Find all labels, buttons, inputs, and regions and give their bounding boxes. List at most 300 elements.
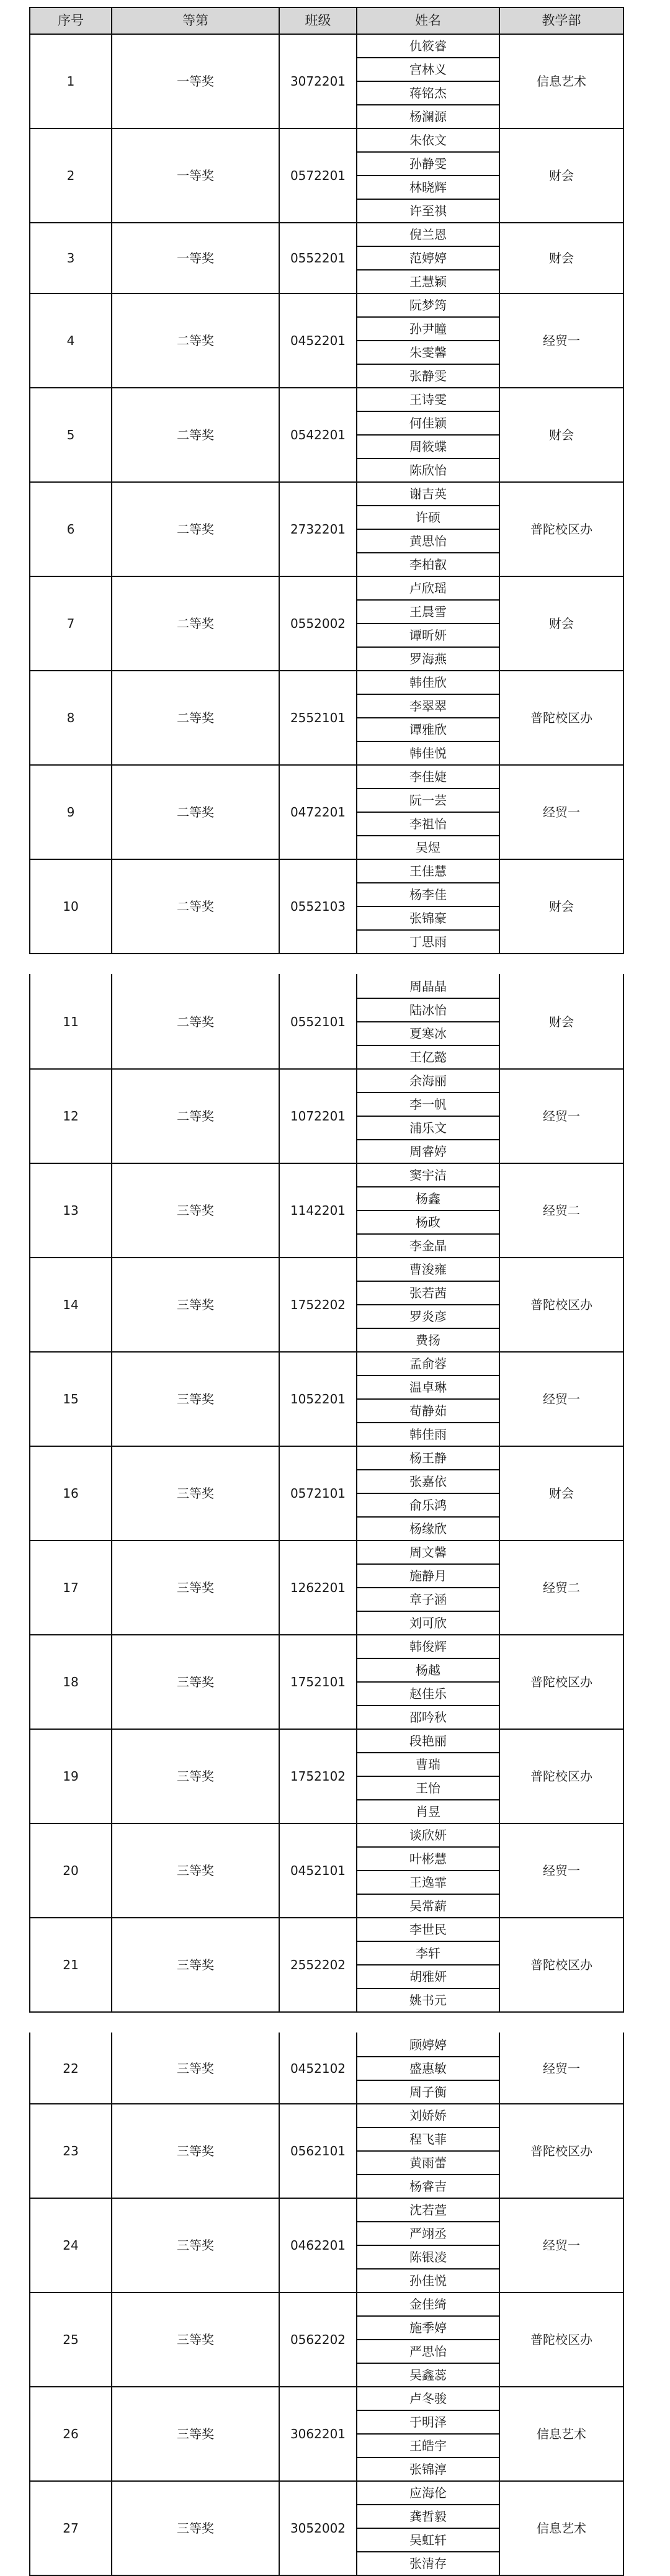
- column-divider: [111, 2103, 112, 2199]
- column-divider: [111, 1351, 112, 1447]
- award-class: 0452101: [290, 1863, 346, 1878]
- award-grade: 三等奖: [177, 2144, 214, 2158]
- name-divider: [357, 81, 499, 82]
- name-divider: [357, 1752, 499, 1753]
- column-divider: [29, 1823, 30, 1918]
- award-class: 0552103: [290, 899, 346, 914]
- column-divider: [623, 481, 624, 577]
- award-serial-number: 16: [63, 1486, 79, 1501]
- column-divider: [279, 1634, 280, 1730]
- name-divider: [357, 694, 499, 695]
- award-department: 经贸一: [543, 805, 580, 820]
- name-divider: [357, 741, 499, 742]
- name-divider: [357, 1139, 499, 1140]
- column-divider: [111, 1540, 112, 1635]
- column-divider: [111, 1068, 112, 1164]
- student-name: 张锦淳: [409, 2462, 447, 2477]
- name-divider: [357, 1281, 499, 1282]
- award-class: 0572101: [290, 1486, 346, 1501]
- name-divider: [357, 1681, 499, 1683]
- student-name: 吴煜: [416, 840, 440, 855]
- student-name: 阮梦筠: [409, 298, 447, 313]
- name-divider: [357, 906, 499, 907]
- award-grade: 二等奖: [177, 899, 214, 914]
- name-divider: [357, 1186, 499, 1187]
- name-divider: [357, 2080, 499, 2081]
- name-divider: [357, 316, 499, 318]
- column-divider: [29, 1257, 30, 1353]
- column-divider: [499, 2033, 500, 2104]
- student-name: 周子衡: [409, 2085, 447, 2100]
- student-name: 许硕: [416, 510, 440, 525]
- name-divider: [357, 1988, 499, 1989]
- student-name: 张嘉依: [409, 1474, 447, 1489]
- column-divider: [111, 1729, 112, 1824]
- award-grade: 一等奖: [177, 251, 214, 266]
- student-name: 金佳绮: [409, 2297, 447, 2312]
- award-grade: 三等奖: [177, 1297, 214, 1312]
- award-department: 财会: [549, 427, 574, 442]
- award-class: 1752202: [290, 1297, 346, 1312]
- column-divider: [623, 1163, 624, 1258]
- award-department: 普陀校区办: [530, 522, 592, 537]
- award-serial-number: 18: [63, 1675, 79, 1689]
- award-department: 经贸二: [543, 1580, 580, 1595]
- name-divider: [357, 175, 499, 176]
- award-department: 财会: [549, 168, 574, 183]
- student-name: 卢冬骏: [409, 2391, 447, 2406]
- column-divider: [623, 34, 624, 129]
- column-divider: [29, 128, 30, 223]
- column-divider: [279, 2480, 280, 2576]
- column-divider: [29, 1068, 30, 1164]
- name-divider: [357, 1493, 499, 1494]
- award-serial-number: 17: [63, 1580, 79, 1595]
- student-name: 陈银凌: [409, 2250, 447, 2265]
- award-department: 财会: [549, 616, 574, 631]
- student-name: 杨王静: [409, 1451, 447, 1465]
- column-divider: [111, 222, 112, 294]
- student-name: 王诗雯: [409, 392, 447, 407]
- column-divider: [356, 1540, 357, 1635]
- column-divider: [279, 2292, 280, 2387]
- column-divider: [499, 481, 500, 577]
- column-divider: [279, 1540, 280, 1635]
- column-divider: [623, 1257, 624, 1353]
- student-name: 王佳慧: [409, 864, 447, 879]
- award-grade: 二等奖: [177, 427, 214, 442]
- award-serial-number: 8: [66, 710, 75, 725]
- column-divider: [279, 1446, 280, 1541]
- header-names: 姓名: [357, 7, 499, 34]
- student-name: 何佳颖: [409, 416, 447, 431]
- column-divider: [111, 2198, 112, 2293]
- column-divider: [279, 670, 280, 766]
- student-name: 刘娇娇: [409, 2108, 447, 2123]
- column-divider: [623, 128, 624, 223]
- column-divider: [111, 1446, 112, 1541]
- award-class: 1752101: [290, 1675, 346, 1689]
- column-divider: [279, 1163, 280, 1258]
- name-divider: [357, 2551, 499, 2552]
- student-name: 李翠翠: [409, 699, 447, 713]
- column-divider: [279, 1351, 280, 1447]
- column-divider: [499, 293, 500, 388]
- column-divider: [356, 1917, 357, 2013]
- student-name: 谭雅欣: [409, 722, 447, 737]
- award-serial-number: 26: [63, 2426, 79, 2441]
- column-divider: [356, 1823, 357, 1918]
- student-name: 阮一芸: [409, 793, 447, 808]
- student-name: 姚书元: [409, 1993, 447, 2008]
- award-serial-number: 2: [66, 168, 75, 183]
- column-divider: [29, 2292, 30, 2387]
- award-grade: 三等奖: [177, 1863, 214, 1878]
- student-name: 杨李佳: [409, 887, 447, 902]
- column-divider: [279, 1917, 280, 2013]
- award-serial-number: 20: [63, 1863, 79, 1878]
- column-divider: [279, 764, 280, 860]
- column-divider: [29, 1446, 30, 1541]
- award-grade: 二等奖: [177, 333, 214, 348]
- name-divider: [357, 1587, 499, 1588]
- student-name: 王皓宇: [409, 2438, 447, 2453]
- column-divider: [499, 128, 500, 223]
- column-divider: [29, 2386, 30, 2482]
- column-divider: [623, 222, 624, 294]
- name-divider: [357, 57, 499, 58]
- column-divider: [111, 1163, 112, 1258]
- header-column-divider: [499, 7, 500, 35]
- student-name: 费扬: [416, 1333, 440, 1348]
- column-divider: [279, 2103, 280, 2199]
- student-name: 杨澜源: [409, 109, 447, 124]
- header-department: 教学部: [499, 7, 623, 34]
- award-class: 0572201: [290, 168, 346, 183]
- name-divider: [357, 104, 499, 105]
- award-department: 经贸一: [543, 1863, 580, 1878]
- column-divider: [623, 1634, 624, 1730]
- column-divider: [356, 1163, 357, 1258]
- column-divider: [623, 1068, 624, 1164]
- award-serial-number: 5: [66, 427, 75, 442]
- name-divider: [357, 2433, 499, 2435]
- header-column-divider: [279, 7, 280, 35]
- award-class: 2732201: [290, 522, 346, 537]
- award-class: 3062201: [290, 2426, 346, 2441]
- name-divider: [357, 1304, 499, 1305]
- award-serial-number: 7: [66, 616, 75, 631]
- column-divider: [29, 1540, 30, 1635]
- student-name: 吴虹轩: [409, 2533, 447, 2547]
- student-name: 俞乐鸿: [409, 1498, 447, 1513]
- student-name: 荀静茹: [409, 1403, 447, 1418]
- award-grade: 三等奖: [177, 1203, 214, 1218]
- award-grade: 三等奖: [177, 1392, 214, 1407]
- column-divider: [29, 387, 30, 483]
- student-name: 韩佳欣: [409, 675, 447, 690]
- award-grade: 三等奖: [177, 1580, 214, 1595]
- name-divider: [357, 2528, 499, 2529]
- column-divider: [356, 1257, 357, 1353]
- award-department: 普陀校区办: [530, 710, 592, 725]
- name-divider: [357, 1846, 499, 1848]
- award-class: 3072201: [290, 74, 346, 89]
- column-divider: [111, 859, 112, 954]
- name-divider: [357, 340, 499, 341]
- award-class: 0562101: [290, 2144, 346, 2158]
- column-divider: [279, 1257, 280, 1353]
- column-divider: [29, 764, 30, 860]
- student-name: 吴鑫蕊: [409, 2368, 447, 2382]
- student-name: 李世民: [409, 1922, 447, 1937]
- name-divider: [357, 2363, 499, 2364]
- column-divider: [279, 481, 280, 577]
- column-divider: [356, 1351, 357, 1447]
- column-divider: [623, 974, 624, 1070]
- name-divider: [357, 812, 499, 813]
- column-divider: [623, 1917, 624, 2013]
- award-department: 普陀校区办: [530, 2332, 592, 2347]
- award-serial-number: 12: [63, 1109, 79, 1124]
- award-grade: 二等奖: [177, 805, 214, 820]
- student-name: 周文馨: [409, 1545, 447, 1560]
- name-divider: [357, 1563, 499, 1565]
- column-divider: [356, 764, 357, 860]
- column-divider: [623, 1351, 624, 1447]
- award-class: 0542201: [290, 427, 346, 442]
- student-name: 杨睿吉: [409, 2179, 447, 2194]
- student-name: 盛惠敏: [409, 2061, 447, 2076]
- name-divider: [357, 1233, 499, 1235]
- column-divider: [111, 764, 112, 860]
- column-divider: [279, 859, 280, 954]
- name-divider: [357, 2410, 499, 2411]
- column-divider: [356, 2103, 357, 2199]
- column-divider: [29, 974, 30, 1070]
- award-department: 财会: [549, 1486, 574, 1501]
- student-name: 温卓琳: [409, 1380, 447, 1395]
- student-name: 周睿婷: [409, 1144, 447, 1159]
- column-divider: [29, 1729, 30, 1824]
- column-divider: [111, 576, 112, 671]
- student-name: 陈欣怡: [409, 463, 447, 478]
- award-class: 1142201: [290, 1203, 346, 1218]
- name-divider: [357, 2457, 499, 2458]
- header-column-divider: [623, 7, 624, 35]
- column-divider: [279, 1823, 280, 1918]
- student-name: 李金晶: [409, 1238, 447, 1253]
- column-divider: [356, 222, 357, 294]
- award-serial-number: 14: [63, 1297, 79, 1312]
- name-divider: [357, 434, 499, 436]
- column-divider: [356, 387, 357, 483]
- award-serial-number: 9: [66, 805, 75, 820]
- name-divider: [357, 998, 499, 999]
- column-divider: [111, 2033, 112, 2104]
- column-divider: [356, 34, 357, 129]
- student-name: 孙静雯: [409, 156, 447, 171]
- header-award-grade: 等第: [112, 7, 279, 34]
- award-class: 2552202: [290, 1957, 346, 1972]
- name-divider: [357, 2056, 499, 2057]
- column-divider: [623, 2292, 624, 2387]
- name-divider: [357, 2221, 499, 2222]
- column-divider: [111, 34, 112, 129]
- column-divider: [499, 2198, 500, 2293]
- column-divider: [499, 1351, 500, 1447]
- name-divider: [357, 151, 499, 153]
- column-divider: [623, 576, 624, 671]
- student-name: 韩俊辉: [409, 1639, 447, 1654]
- award-grade: 三等奖: [177, 2332, 214, 2347]
- header-column-divider: [356, 7, 357, 35]
- column-divider: [279, 1729, 280, 1824]
- award-department: 经贸一: [543, 2238, 580, 2253]
- award-serial-number: 10: [63, 899, 79, 914]
- column-divider: [623, 1729, 624, 1824]
- student-name: 范婷婷: [409, 251, 447, 266]
- award-serial-number: 19: [63, 1769, 79, 1784]
- column-divider: [29, 670, 30, 766]
- column-divider: [279, 222, 280, 294]
- table-row-divider: [30, 953, 623, 954]
- column-divider: [623, 1823, 624, 1918]
- student-name: 王怡: [416, 1781, 440, 1796]
- name-divider: [357, 2245, 499, 2246]
- student-name: 施静月: [409, 1568, 447, 1583]
- name-divider: [357, 2504, 499, 2505]
- column-divider: [29, 576, 30, 671]
- name-divider: [357, 1705, 499, 1706]
- student-name: 沈若萱: [409, 2203, 447, 2217]
- name-divider: [357, 2174, 499, 2175]
- name-divider: [357, 646, 499, 648]
- name-divider: [357, 2127, 499, 2128]
- column-divider: [499, 34, 500, 129]
- column-divider: [111, 387, 112, 483]
- award-class: 0452201: [290, 333, 346, 348]
- table-row-divider: [30, 2011, 623, 2013]
- column-divider: [499, 1917, 500, 2013]
- column-divider: [499, 1729, 500, 1824]
- student-name: 张锦豪: [409, 911, 447, 926]
- student-name: 张若茜: [409, 1286, 447, 1300]
- column-divider: [499, 764, 500, 860]
- award-class: 3052002: [290, 2521, 346, 2536]
- column-divider: [623, 859, 624, 954]
- award-department: 普陀校区办: [530, 1957, 592, 1972]
- column-divider: [499, 974, 500, 1070]
- student-name: 蒋铭杰: [409, 86, 447, 101]
- award-department: 财会: [549, 899, 574, 914]
- award-serial-number: 23: [63, 2144, 79, 2158]
- award-department: 财会: [549, 1014, 574, 1029]
- student-name: 邵吟秋: [409, 1710, 447, 1725]
- award-serial-number: 24: [63, 2238, 79, 2253]
- column-divider: [279, 576, 280, 671]
- award-grade: 二等奖: [177, 616, 214, 631]
- name-divider: [357, 835, 499, 836]
- name-divider: [357, 929, 499, 931]
- student-name: 韩佳雨: [409, 1427, 447, 1442]
- award-class: 0552201: [290, 251, 346, 266]
- column-divider: [29, 859, 30, 954]
- column-divider: [499, 576, 500, 671]
- award-grade: 二等奖: [177, 522, 214, 537]
- award-class: 0472201: [290, 805, 346, 820]
- name-divider: [357, 505, 499, 506]
- column-divider: [111, 481, 112, 577]
- award-department: 经贸二: [543, 1203, 580, 1218]
- name-divider: [357, 1092, 499, 1093]
- award-department: 普陀校区办: [530, 1675, 592, 1689]
- column-divider: [29, 222, 30, 294]
- award-grade: 三等奖: [177, 1957, 214, 1972]
- name-divider: [357, 623, 499, 624]
- student-name: 胡雅妍: [409, 1969, 447, 1984]
- column-divider: [279, 387, 280, 483]
- award-grade: 三等奖: [177, 2521, 214, 2536]
- award-department: 财会: [549, 251, 574, 266]
- student-name: 严思怡: [409, 2344, 447, 2359]
- student-name: 倪兰恩: [409, 227, 447, 242]
- name-divider: [357, 1776, 499, 1777]
- column-divider: [623, 1446, 624, 1541]
- student-name: 林晓辉: [409, 180, 447, 195]
- student-name: 朱依文: [409, 133, 447, 148]
- award-class: 0462201: [290, 2238, 346, 2253]
- column-divider: [111, 1823, 112, 1918]
- student-name: 杨缘欣: [409, 1521, 447, 1536]
- award-department: 经贸一: [543, 1109, 580, 1124]
- student-name: 赵佳乐: [409, 1686, 447, 1701]
- award-class: 0562202: [290, 2332, 346, 2347]
- student-name: 李轩: [416, 1946, 440, 1961]
- column-divider: [279, 2386, 280, 2482]
- award-serial-number: 11: [63, 1014, 79, 1029]
- column-divider: [29, 2033, 30, 2104]
- student-name: 程飞菲: [409, 2132, 447, 2147]
- column-divider: [356, 2198, 357, 2293]
- student-name: 许至祺: [409, 203, 447, 218]
- column-divider: [29, 2198, 30, 2293]
- award-department: 信息艺术: [537, 74, 586, 89]
- student-name: 施季婷: [409, 2320, 447, 2335]
- name-divider: [357, 269, 499, 271]
- award-serial-number: 15: [63, 1392, 79, 1407]
- column-divider: [279, 128, 280, 223]
- name-divider: [357, 1894, 499, 1895]
- student-name: 王慧颖: [409, 274, 447, 289]
- column-divider: [499, 2103, 500, 2199]
- table-top-border: [30, 7, 623, 8]
- header-column-divider: [111, 7, 112, 35]
- name-divider: [357, 1870, 499, 1871]
- column-divider: [499, 670, 500, 766]
- column-divider: [499, 2386, 500, 2482]
- column-divider: [356, 670, 357, 766]
- column-divider: [499, 1823, 500, 1918]
- name-divider: [357, 788, 499, 789]
- name-divider: [357, 1328, 499, 1329]
- student-name: 刘可欣: [409, 1616, 447, 1630]
- column-divider: [356, 859, 357, 954]
- student-name: 李柏叡: [409, 557, 447, 572]
- award-serial-number: 4: [66, 333, 75, 348]
- column-divider: [279, 974, 280, 1070]
- award-class: 1752102: [290, 1769, 346, 1784]
